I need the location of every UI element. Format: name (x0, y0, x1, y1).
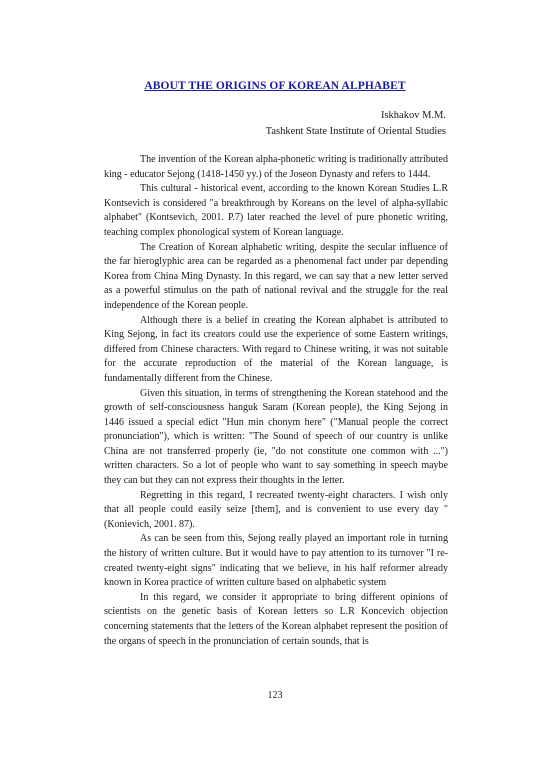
paragraph: Regretting in this regard, I recreated twenty-eight characters. I wish only that all people could easily seize [them], and is convenient to use every day "(Konievich, 2001. 87). (104, 489, 448, 530)
article-body (104, 153, 448, 649)
paragraph: This cultural - historical event, according to the known Korean Studies L.R Kontsevich is considered "a breakthrough by Koreans on the level of alpha-syllabic alphabet" (Kontsevich, 2001. P.7) later reached the level of pure phonetic writing, teaching complex phonological system of Korean language. (104, 183, 448, 238)
paragraph: The Creation of Korean alphabetic writing, despite the secular influence of the far hieroglyphic area can be regarded as a phenomenal fact under par depending Korea from China Ming Dynasty. In this regard, we can say that a new letter served as a powerful stimulus on the path of national revival and the struggle for the real independence of the Korean people. (104, 241, 448, 311)
page-number: 123 (267, 690, 283, 701)
article-title: ABOUT THE ORIGINS OF KOREAN ALPHABET (144, 80, 406, 92)
paragraph: As can be seen from this, Sejong really played an important role in turning the history of written culture. But it would have to pay attention to its turnover "I re-created twenty-eight signs" indicating that we believe, in his half reformer already known in Korea practice of written culture based on alphabetic system (104, 533, 448, 589)
paragraph: In this regard, we consider it appropriate to bring different opinions of scientists on the genetic basis of Korean letters so L.R Koncevich objection concerning statements that the letters of the Korean alphabet represent the position of the organs of speech in the pronunciation of certain sounds, that is (104, 591, 448, 647)
paragraph: Although there is a belief in creating the Korean alphabet is attributed to King Sejong, in fact its creators could use the experience of some Eastern writings, differed from Chinese characters. With regard to Chinese writing, it was not suitable for the accurate reproduction of the material of the Korean language, is fundamentally different from the Chinese. (104, 314, 448, 384)
author-name: Iskhakov M.M. (380, 110, 446, 121)
paragraph: Given this situation, in terms of strengthening the Korean statehood and the growth of self-consciousness hanguk Saram (Korean people), the King Sejong in 1446 issued a special edict "Hun min chonym here" ("Manual people the correct pronunciation"), which is written: "The Sound of speech of our country is unlike China are not transferred properly (ie, "do not constitute one common with ...") written characters. So a lot of people who want to say something in speech maybe they can but they can not express their thoughts in the letter. (104, 387, 448, 487)
author-affiliation: Tashkent State Institute of Oriental Studies (265, 126, 446, 137)
author-block (266, 108, 446, 140)
paragraph: The invention of the Korean alpha-phonetic writing is traditionally attributed king - educator Sejong (1418-1450 yy.) of the Joseon Dynasty and refers to 1444. (104, 154, 448, 180)
